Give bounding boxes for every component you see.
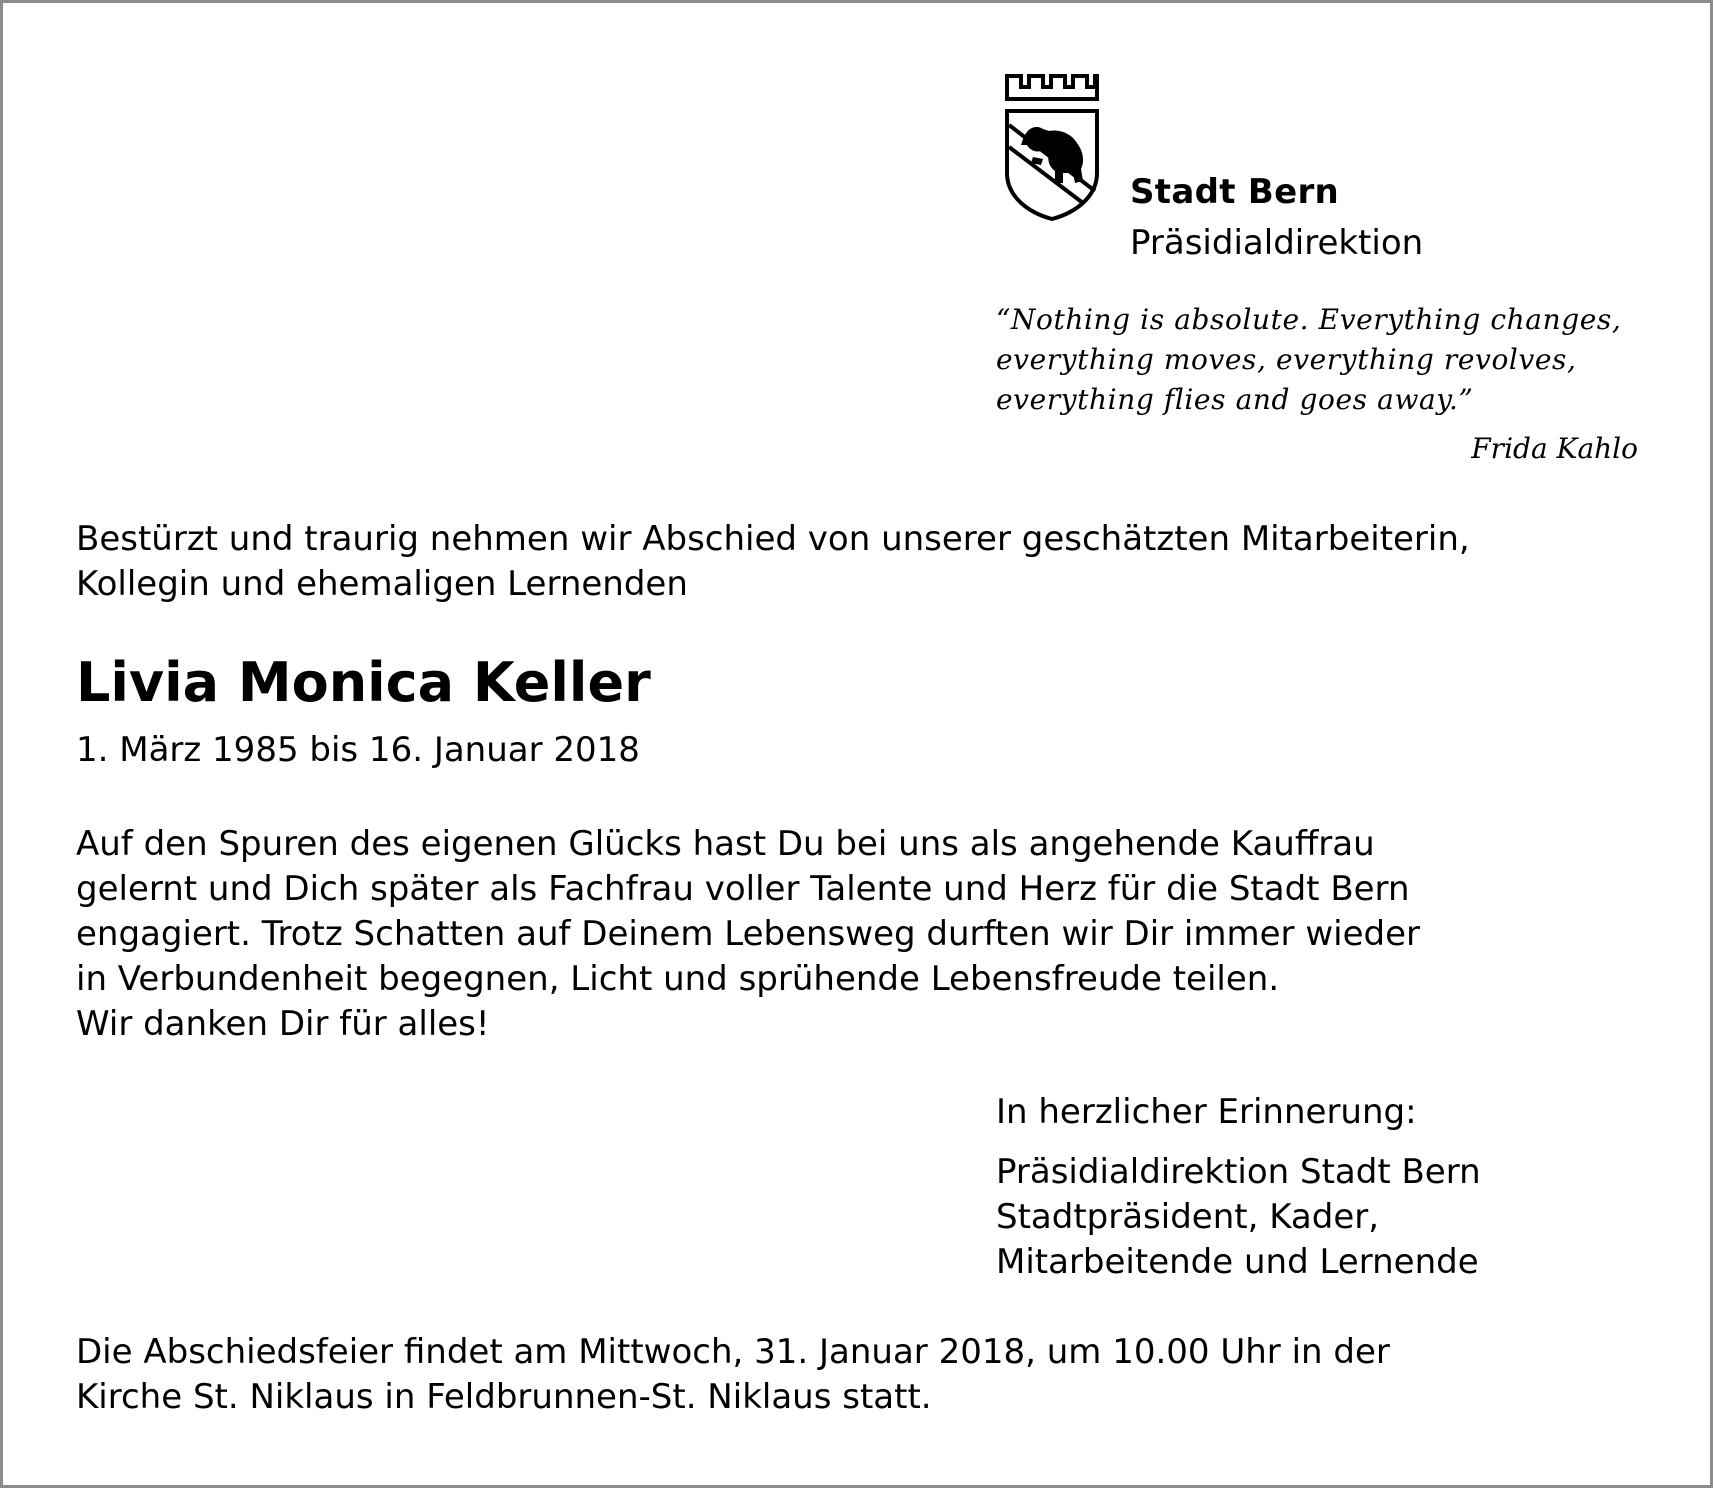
ceremony-notice	[76, 1330, 1390, 1420]
signatory-line: Präsidialdirektion Stadt Bern	[996, 1152, 1481, 1192]
closing-intro	[996, 1090, 1417, 1135]
bern-coat-of-arms-icon	[1003, 73, 1101, 221]
quote-line: “Nothing is absolute. Everything changes,	[996, 303, 1622, 336]
intro-line: Bestürzt und traurig nehmen wir Abschied von unserer geschätzten Mitarbeiterin,	[76, 519, 1470, 559]
message-line: gelernt und Dich später als Fachfrau voller Talente und Herz für die Stadt Bern	[76, 869, 1410, 909]
message-line: engagiert. Trotz Schatten auf Deinem Lebensweg durften wir Dir immer wieder	[76, 914, 1420, 954]
intro-line: Kollegin und ehemaligen Lernenden	[76, 564, 688, 604]
signatory-line: Mitarbeitende und Lernende	[996, 1242, 1479, 1282]
quote-line: everything flies and goes away.”	[996, 383, 1474, 416]
message-line: Wir danken Dir für alles!	[76, 1004, 490, 1044]
life-dates	[76, 728, 640, 773]
intro-text	[76, 517, 1470, 607]
deceased-name: Livia Monica Keller	[76, 651, 651, 714]
org-department: Präsidialdirektion	[1130, 223, 1424, 263]
quote-line: everything moves, everything revolves,	[996, 343, 1577, 376]
org-name: Stadt Bern	[1130, 172, 1340, 212]
message-line: Auf den Spuren des eigenen Glücks hast Du bei uns als angehende Kauffrau	[76, 824, 1375, 864]
quote	[996, 300, 1656, 420]
message-line: in Verbundenheit begegnen, Licht und sprühende Lebensfreude teilen.	[76, 959, 1280, 999]
ceremony-line: Die Abschiedsfeier findet am Mittwoch, 31. Januar 2018, um 10.00 Uhr in der	[76, 1332, 1390, 1372]
closing-intro-text: In herzlicher Erinnerung:	[996, 1092, 1417, 1132]
quote-author: Frida Kahlo	[1471, 432, 1638, 465]
life-dates-text: 1. März 1985 bis 16. Januar 2018	[76, 730, 640, 770]
tribute-message	[76, 822, 1420, 1047]
signatories	[996, 1150, 1481, 1285]
ceremony-line: Kirche St. Niklaus in Feldbrunnen-St. Niklaus statt.	[76, 1377, 932, 1417]
signatory-line: Stadtpräsident, Kader,	[996, 1197, 1380, 1237]
